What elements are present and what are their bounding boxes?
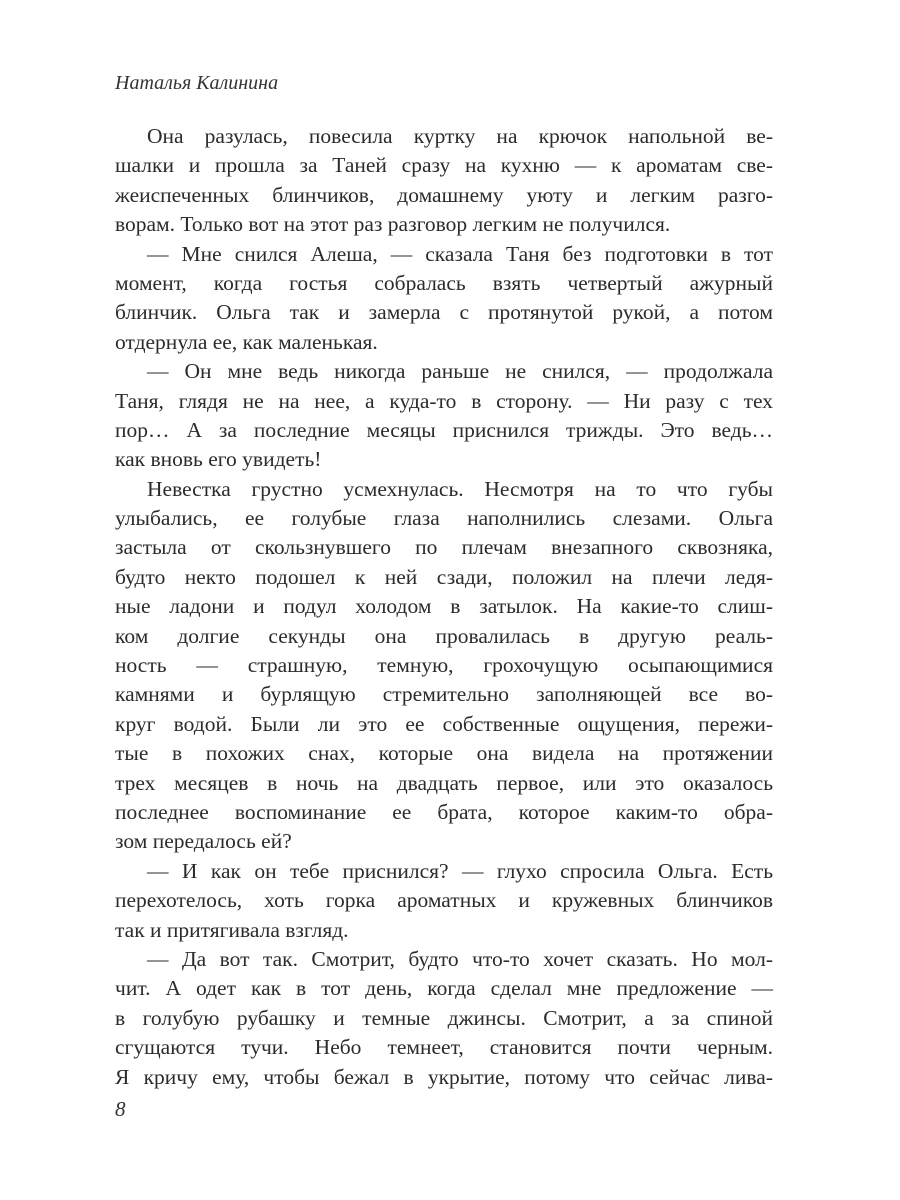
paragraph <box>115 475 773 857</box>
text-line: ком долгие секунды она провалилась в другую реаль- <box>115 623 773 648</box>
text-line: ные ладони и подул холодом в затылок. На какие-то слиш- <box>115 594 773 619</box>
text-line: — Да вот так. Смотрит, будто что-то хочет сказать. Но мол- <box>147 946 773 971</box>
text-line: Я кричу ему, чтобы бежал в укрытие, потому что сейчас лива- <box>115 1064 773 1089</box>
text-line: момент, когда гостья собралась взять четвертый ажурный <box>115 270 773 295</box>
paragraph <box>115 240 773 358</box>
text-line: — И как он тебе приснился? — глухо спросила Ольга. Есть <box>147 858 773 883</box>
text-line: Таня, глядя не на нее, а куда-то в сторону. — Ни разу с тех <box>115 388 773 413</box>
text-line: Она разулась, повесила куртку на крючок напольной ве- <box>147 124 773 148</box>
text-line: камнями и бурлящую стремительно заполняющей все во- <box>115 682 773 707</box>
running-head-author: Наталья Калинина <box>115 72 279 94</box>
text-line: в голубую рубашку и темные джинсы. Смотрит, а за спиной <box>115 1005 773 1030</box>
paragraph <box>115 122 773 240</box>
text-line: жеиспеченных блинчиков, домашнему уюту и легким разго- <box>115 182 773 207</box>
body-text <box>115 122 773 1092</box>
text-line: будто некто подошел к ней сзади, положил на плечи ледя- <box>115 564 773 589</box>
text-line: — Мне снился Алеша, — сказала Таня без подготовки в тот <box>147 241 773 266</box>
paragraph <box>115 357 773 475</box>
text-line: улыбались, ее голубые глаза наполнились слезами. Ольга <box>115 506 773 531</box>
paragraph <box>115 945 773 1092</box>
text-line: пор… А за последние месяцы приснился трижды. Это ведь… <box>115 417 773 442</box>
page-number: 8 <box>115 1097 126 1121</box>
text-line: чит. А одет как в тот день, когда сделал мне предложение — <box>115 976 773 1001</box>
text-line: сгущаются тучи. Небо темнеет, становится почти черным. <box>115 1035 773 1060</box>
text-line: отдернула ее, как маленькая. <box>115 329 378 354</box>
text-line: как вновь его увидеть! <box>115 447 322 472</box>
paragraph <box>115 857 773 945</box>
text-line: тые в похожих снах, которые она видела на протяжении <box>115 741 773 766</box>
text-line: последнее воспоминание ее брата, которое каким-то обра- <box>115 799 773 824</box>
text-line: блинчик. Ольга так и замерла с протянутой рукой, а потом <box>115 300 773 325</box>
text-line: шалки и прошла за Таней сразу на кухню — к ароматам све- <box>115 153 773 178</box>
text-line: ность — страшную, темную, грохочущую осыпающимися <box>115 653 773 678</box>
text-line: круг водой. Были ли это ее собственные ощущения, пережи- <box>115 711 773 736</box>
text-line: — Он мне ведь никогда раньше не снился, — продолжала <box>147 359 773 384</box>
text-line: так и притягивала взгляд. <box>115 917 349 942</box>
text-line: застыла от скользнувшего по плечам внезапного сквозняка, <box>115 535 773 560</box>
text-line: ворам. Только вот на этот раз разговор легким не получился. <box>115 212 671 237</box>
text-line: трех месяцев в ночь на двадцать первое, или это оказалось <box>115 770 773 795</box>
text-line: перехотелось, хоть горка ароматных и кружевных блинчиков <box>115 888 773 913</box>
text-line: Невестка грустно усмехнулась. Несмотря на то что губы <box>147 476 773 501</box>
text-line: зом передалось ей? <box>115 829 292 854</box>
